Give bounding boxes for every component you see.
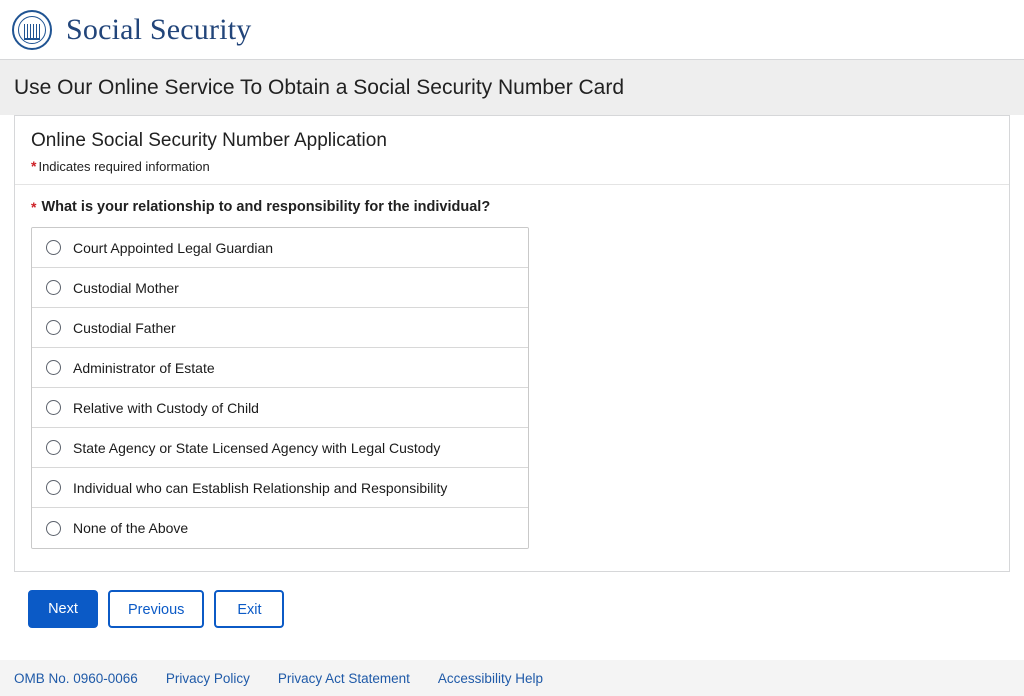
radio-option-label: Custodial Father — [73, 319, 176, 336]
radio-option-label: Court Appointed Legal Guardian — [73, 239, 274, 256]
radio-option-individual-who-can-establish-relationship[interactable] — [32, 468, 528, 508]
footer-link-privacy-policy[interactable]: Privacy Policy — [165, 670, 250, 686]
omb-number: OMB No. 0960-0066 — [14, 670, 138, 686]
next-button[interactable]: Next — [28, 590, 98, 628]
exit-button[interactable]: Exit — [214, 590, 284, 628]
radio-option-relative-with-custody-of-child[interactable] — [32, 388, 528, 428]
radio-option-label: Individual who can Establish Relationship and Responsibility — [73, 479, 448, 496]
radio-option-label: Administrator of Estate — [73, 359, 215, 376]
radio-option-label: Custodial Mother — [73, 279, 179, 296]
application-card — [14, 115, 1010, 572]
radio-option-state-agency-with-legal-custody[interactable] — [32, 428, 528, 468]
radio-option-administrator-of-estate[interactable] — [32, 348, 528, 388]
radio-circle-icon[interactable] — [46, 440, 61, 455]
radio-option-label: None of the Above — [73, 520, 189, 536]
required-info-note — [31, 158, 993, 174]
required-marker-icon: * — [31, 199, 37, 215]
radio-option-custodial-father[interactable] — [32, 308, 528, 348]
radio-circle-icon[interactable] — [46, 521, 61, 536]
question-label — [31, 199, 993, 215]
page-title: Use Our Online Service To Obtain a Social Security Number Card — [14, 75, 625, 99]
radio-option-label: State Agency or State Licensed Agency with Legal Custody — [73, 439, 441, 456]
navigation-button-bar — [14, 572, 1010, 628]
page-footer — [0, 660, 1024, 696]
ssa-seal-icon — [12, 10, 52, 50]
card-header — [15, 116, 1009, 185]
previous-button[interactable]: Previous — [108, 590, 204, 628]
radio-circle-icon[interactable] — [46, 480, 61, 495]
required-note-text: Indicates required information — [38, 159, 210, 174]
page-title-band — [0, 60, 1024, 115]
site-header — [0, 0, 1024, 60]
radio-circle-icon[interactable] — [46, 400, 61, 415]
radio-option-none-of-the-above[interactable] — [32, 508, 528, 548]
relationship-radio-group[interactable] — [31, 227, 529, 549]
radio-option-custodial-mother[interactable] — [32, 268, 528, 308]
radio-circle-icon[interactable] — [46, 240, 61, 255]
radio-circle-icon[interactable] — [46, 360, 61, 375]
required-marker-icon: * — [31, 158, 37, 174]
radio-option-court-appointed-legal-guardian[interactable] — [32, 228, 528, 268]
card-body — [15, 185, 1009, 571]
question-text: What is your relationship to and responsibility for the individual? — [41, 199, 491, 215]
radio-option-label: Relative with Custody of Child — [73, 399, 259, 416]
card-heading: Online Social Security Number Application — [31, 130, 387, 151]
radio-circle-icon[interactable] — [46, 280, 61, 295]
brand-title: Social Security — [66, 12, 252, 46]
footer-link-accessibility-help[interactable]: Accessibility Help — [437, 670, 543, 686]
main-content — [0, 115, 1024, 628]
footer-link-privacy-act-statement[interactable]: Privacy Act Statement — [277, 670, 410, 686]
radio-circle-icon[interactable] — [46, 320, 61, 335]
